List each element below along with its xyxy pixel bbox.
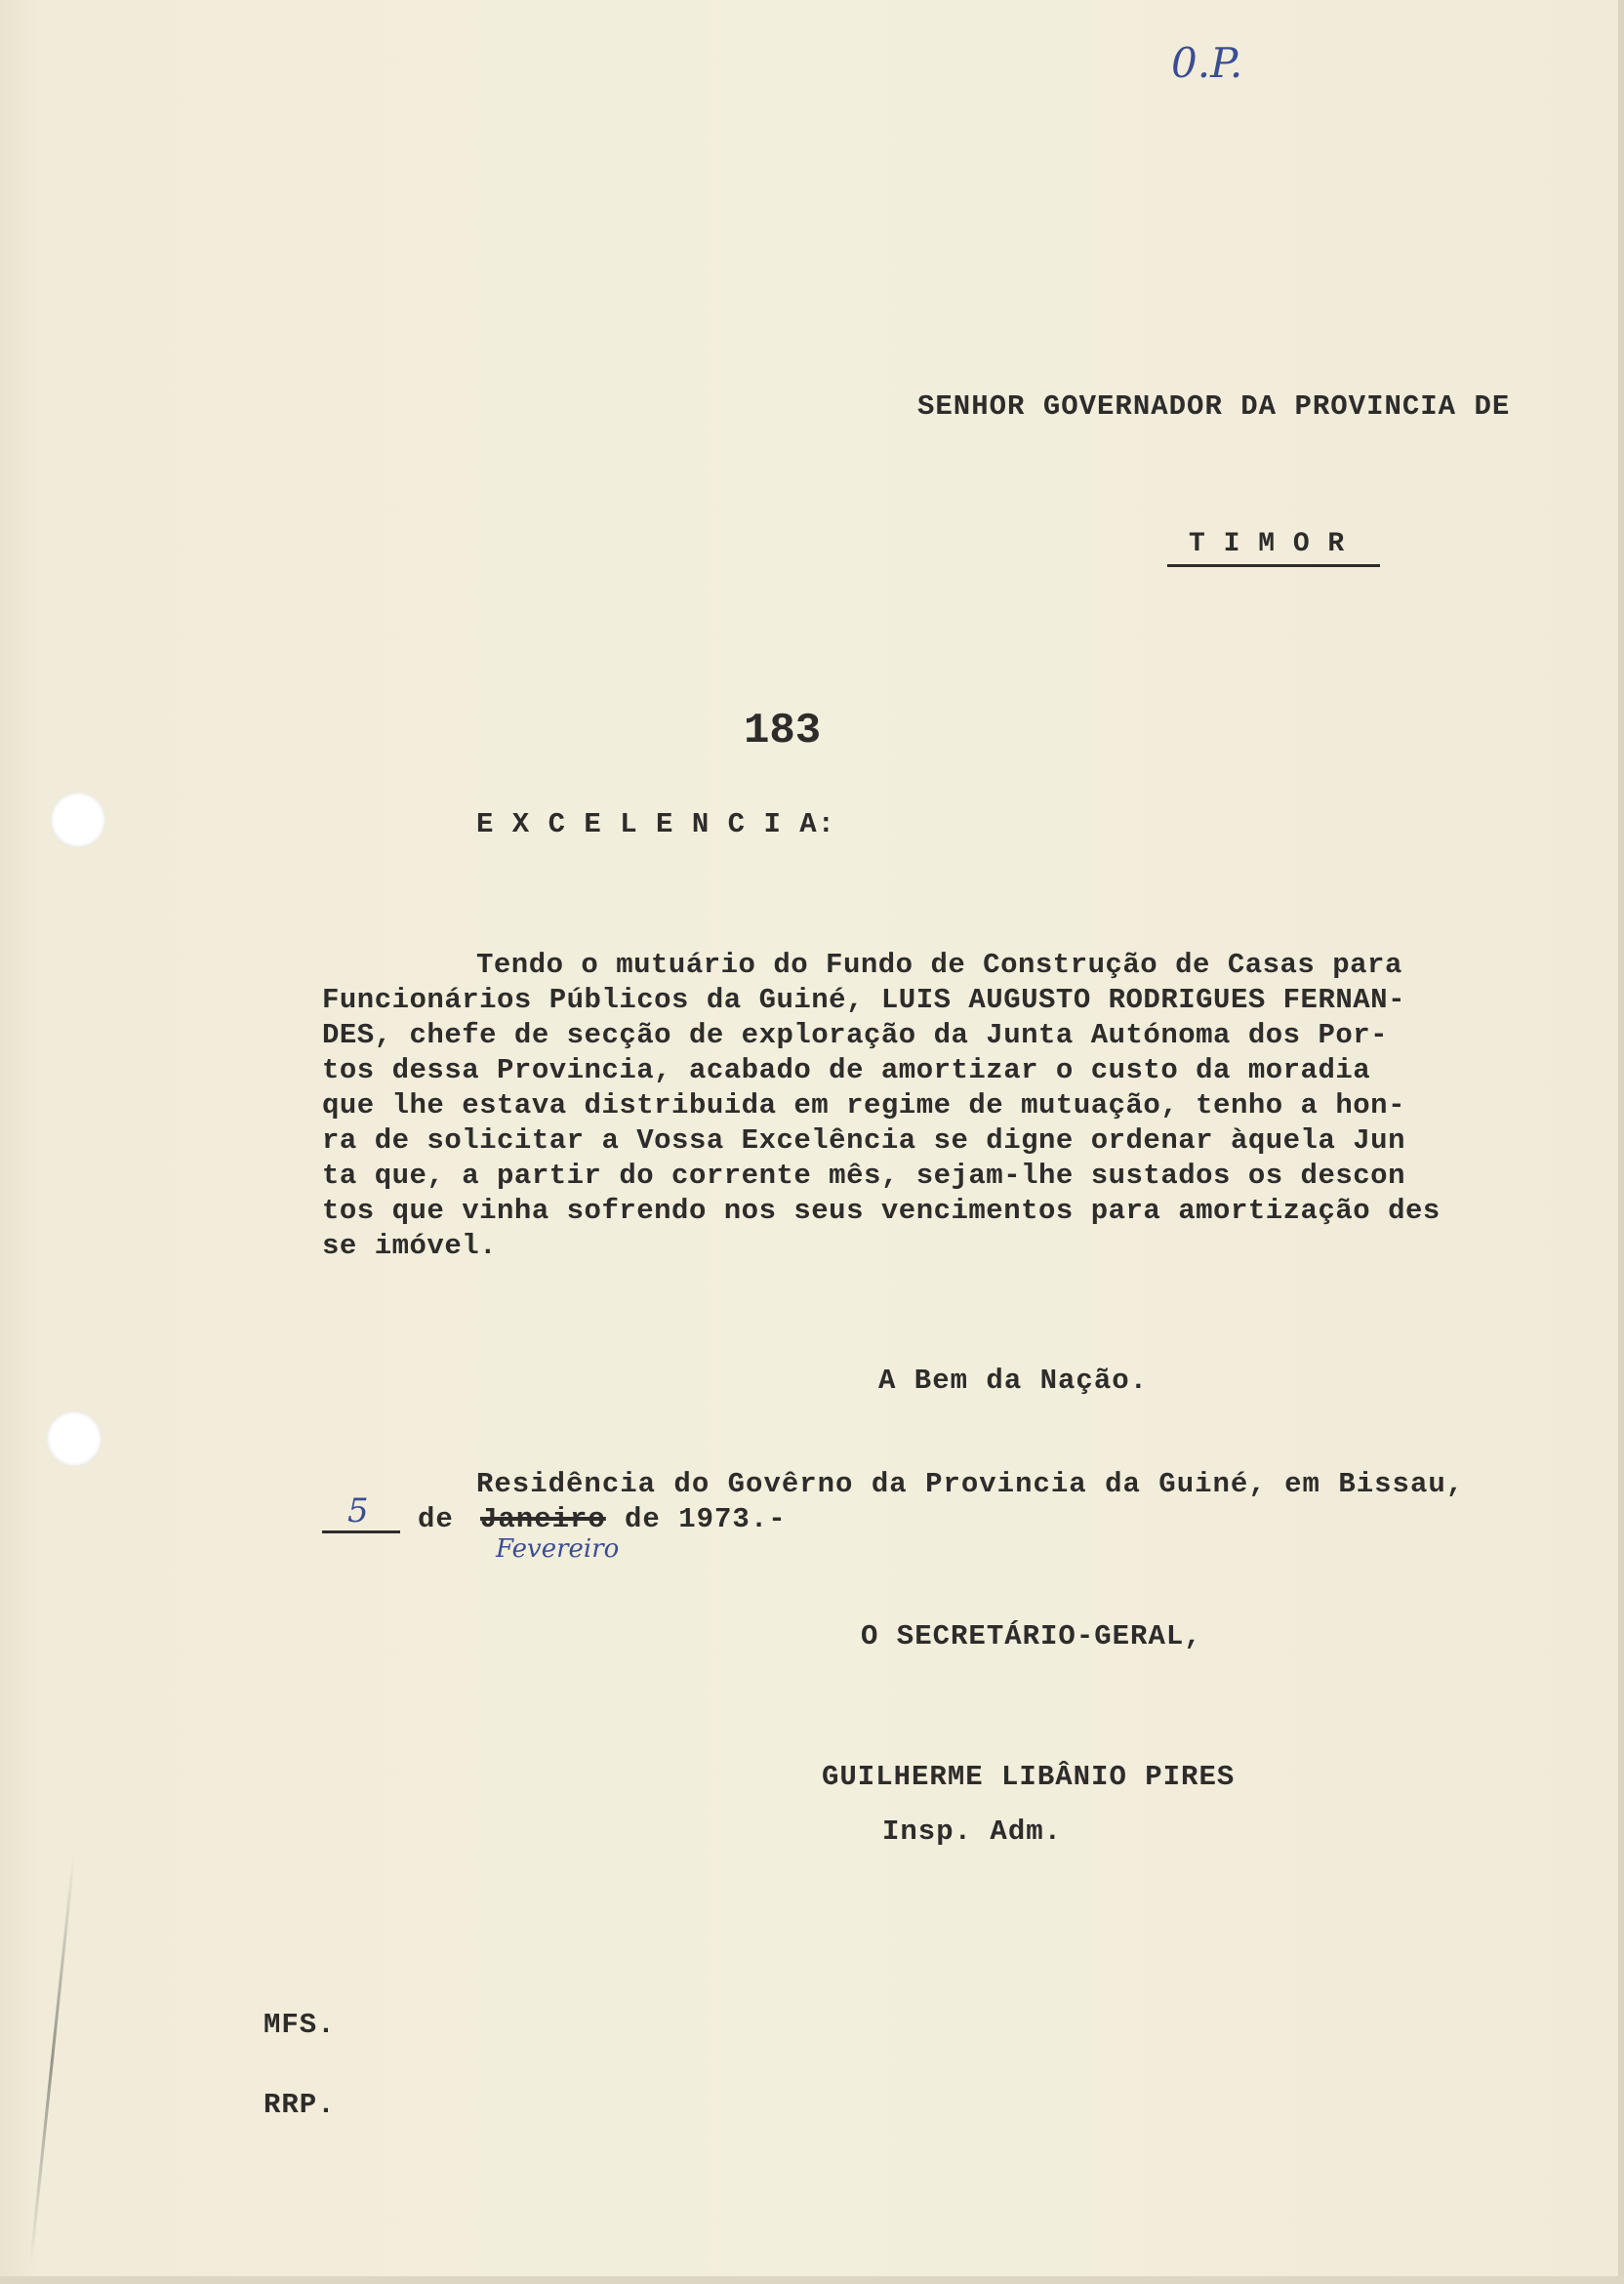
date-de: de	[418, 1503, 454, 1535]
signatory-title: O SECRETÁRIO-GERAL,	[861, 1620, 1202, 1652]
signatory-role: Insp. Adm.	[882, 1815, 1063, 1848]
day-underline	[322, 1530, 400, 1533]
body-line-8: tos que vinha sofrendo nos seus vencimentos para amortização des	[322, 1195, 1441, 1227]
closing: A Bem da Nação.	[878, 1365, 1149, 1397]
initials-1: MFS.	[264, 2009, 336, 2041]
signatory-name: GUILHERME LIBÂNIO PIRES	[822, 1761, 1236, 1793]
date-rest: de 1973.-	[625, 1503, 787, 1535]
body-line-3: DES, chefe de secção de exploração da Junta Autónoma dos Por-	[322, 1019, 1389, 1051]
body-line-6: ra de solicitar a Vossa Excelência se digne ordenar àquela Jun	[322, 1124, 1405, 1157]
salutation: E X C E L E N C I A:	[476, 808, 836, 840]
addressee-line-1: SENHOR GOVERNADOR DA PROVINCIA DE	[917, 390, 1511, 423]
residence-line: Residência do Govêrno da Provincia da Guiné, em Bissau,	[476, 1468, 1465, 1500]
document-number: 183	[744, 707, 822, 755]
handwritten-day: 5	[347, 1491, 369, 1530]
body-line-1: Tendo o mutuário do Fundo de Construção de Casas para	[476, 949, 1402, 981]
paper-edge-bottom	[0, 2276, 1624, 2284]
handwritten-month: Fevereiro	[496, 1534, 620, 1564]
addressee-line-2: T I M O R	[1189, 529, 1346, 559]
handwritten-annotation-top: 0.P.	[1171, 39, 1243, 87]
punch-hole-top	[51, 793, 105, 847]
body-line-4: tos dessa Provincia, acabado de amortizar o custo da moradia	[322, 1054, 1371, 1086]
body-line-9: se imóvel.	[322, 1230, 498, 1262]
punch-hole-bottom	[47, 1411, 102, 1466]
initials-2: RRP.	[264, 2089, 336, 2121]
date-month-struck: Janeiro	[480, 1503, 606, 1535]
body-line-7: ta que, a partir do corrente mês, sejam-lhe sustados os descon	[322, 1160, 1405, 1192]
paper-edge-right	[1618, 0, 1624, 2284]
body-line-5: que lhe estava distribuida em regime de mutuação, tenho a hon-	[322, 1089, 1405, 1122]
addressee-underline	[1167, 564, 1380, 567]
body-line-2: Funcionários Públicos da Guiné, LUIS AUGUSTO RODRIGUES FERNAN-	[322, 984, 1405, 1016]
